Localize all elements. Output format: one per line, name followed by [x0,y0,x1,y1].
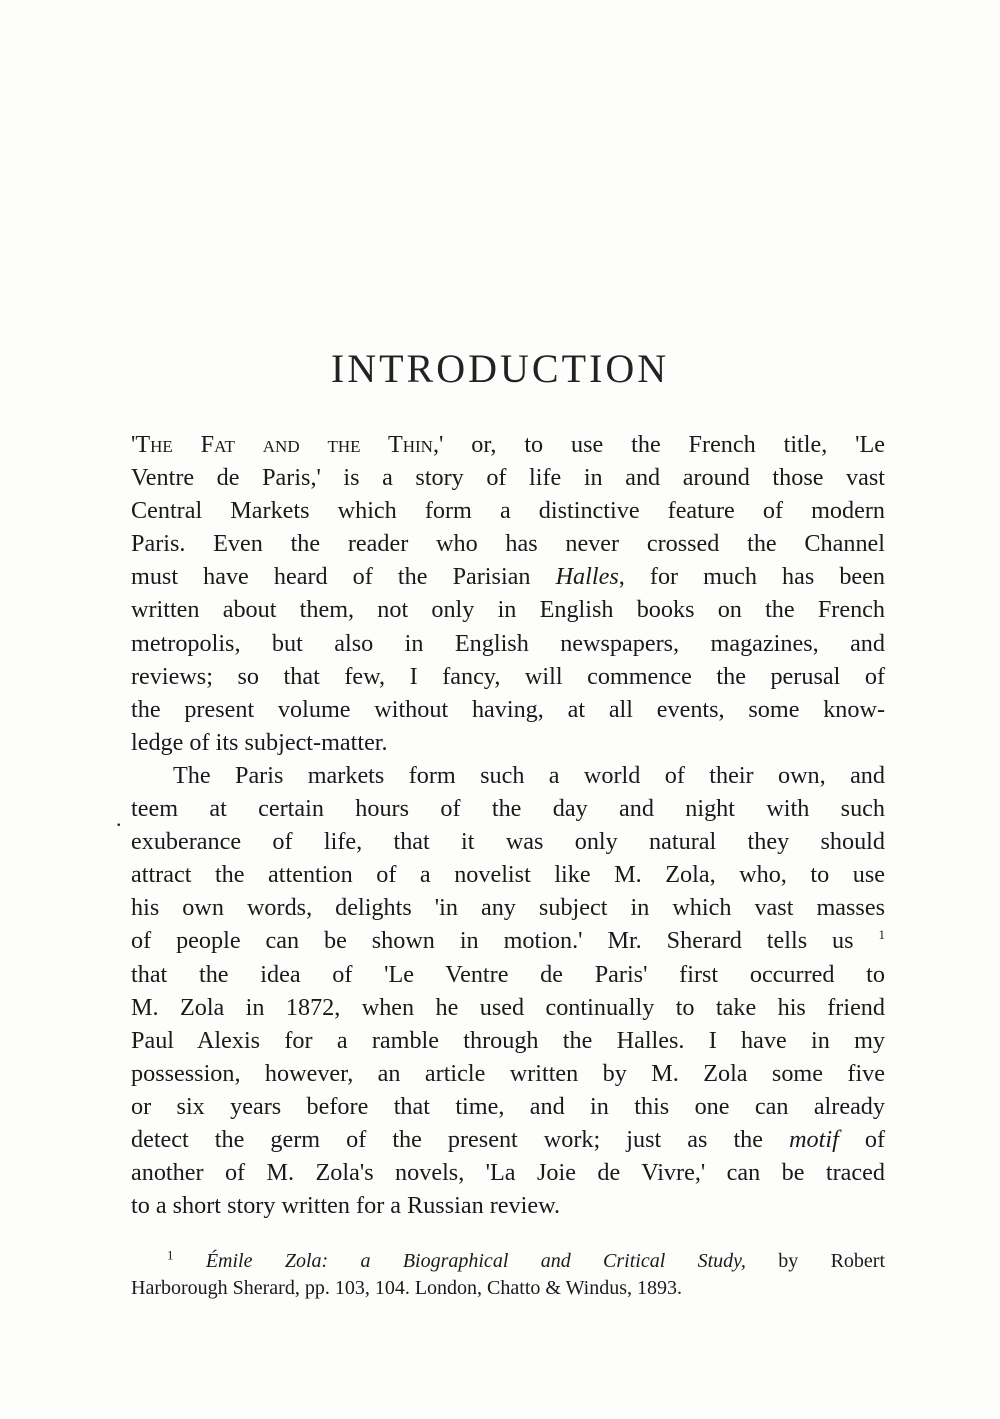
para2-line-11: or six years before that time, and in this one can already [131,1092,885,1120]
para1-line-9: the present volume without having, at all events, some know- [131,695,885,723]
para1-line-3: Central Markets which form a distinctive feature of modern [131,497,885,525]
footnote-line-2: Harborough Sherard, pp. 103, 104. London, Chatto & Windus, 1893. [131,1277,682,1299]
italic-halles: Halles [555,563,619,591]
footnote-reference: 1 [878,927,885,943]
para2-line-14: to a short story written for a Russian review. [131,1192,561,1220]
para2-line-7: that the idea of 'Le Ventre de Paris' first occurred to [131,960,885,988]
para2-line-3: exuberance of life, that it was only natural they should [131,828,885,856]
para2-line-9: Paul Alexis for a ramble through the Halles. I have in my [131,1026,885,1054]
para2-line-12: detect the germ of the present work; just as the motif of [131,1125,885,1153]
para1-line-10: ledge of its subject-matter. [131,728,388,756]
para2-line-1: The Paris markets form such a world of their own, and [173,761,885,789]
para2-line-13: another of M. Zola's novels, 'La Joie de Vivre,' can be traced [131,1159,885,1187]
title-small-caps: The Fat and the Thin, [135,431,439,458]
para1-line-8: reviews; so that few, I fancy, will commence the perusal of [131,662,885,690]
para2-line-6: of people can be shown in motion.' Mr. Sherard tells us $^1$ [131,927,885,955]
chapter-heading: INTRODUCTION [330,346,670,391]
para1-line-5: must have heard of the Parisian Halles, for much has been [131,563,886,591]
para1-line-6: written about them, not only in English books on the French [131,596,885,624]
footnote-book-title: Émile Zola: a Biographical and Critical Study, [205,1250,746,1272]
para2-line-4: attract the attention of a novelist like M. Zola, who, to use [131,861,885,889]
para1-line-1: 'The Fat and the Thin,' or, to use the French title, 'Le [131,431,886,458]
para1-line-4: Paris. Even the reader who has never crossed the Channel [131,530,885,558]
para1-line-7: metropolis, but also in English newspapers, magazines, and [131,629,885,657]
footnote [131,1248,885,1302]
para2-line-8: M. Zola in 1872, when he used continually to take his friend [131,993,885,1021]
italic-motif: motif [789,1125,839,1153]
para2-line-2: teem at certain hours of the day and night with such [131,795,885,823]
introduction-body [131,428,885,1222]
footnote-line-1: $^1$ Émile Zola: a Biographical and Critical Study, by Robert [167,1247,886,1272]
para1-line-2: Ventre de Paris,' is a story of life in and around those vast [131,464,885,492]
footnote-marker: 1 [167,1247,174,1263]
para2-line-5: his own words, delights 'in any subject in which vast masses [131,894,885,922]
stray-print-mark: . [116,806,122,831]
para2-line-10: possession, however, an article written by M. Zola some five [131,1059,885,1087]
